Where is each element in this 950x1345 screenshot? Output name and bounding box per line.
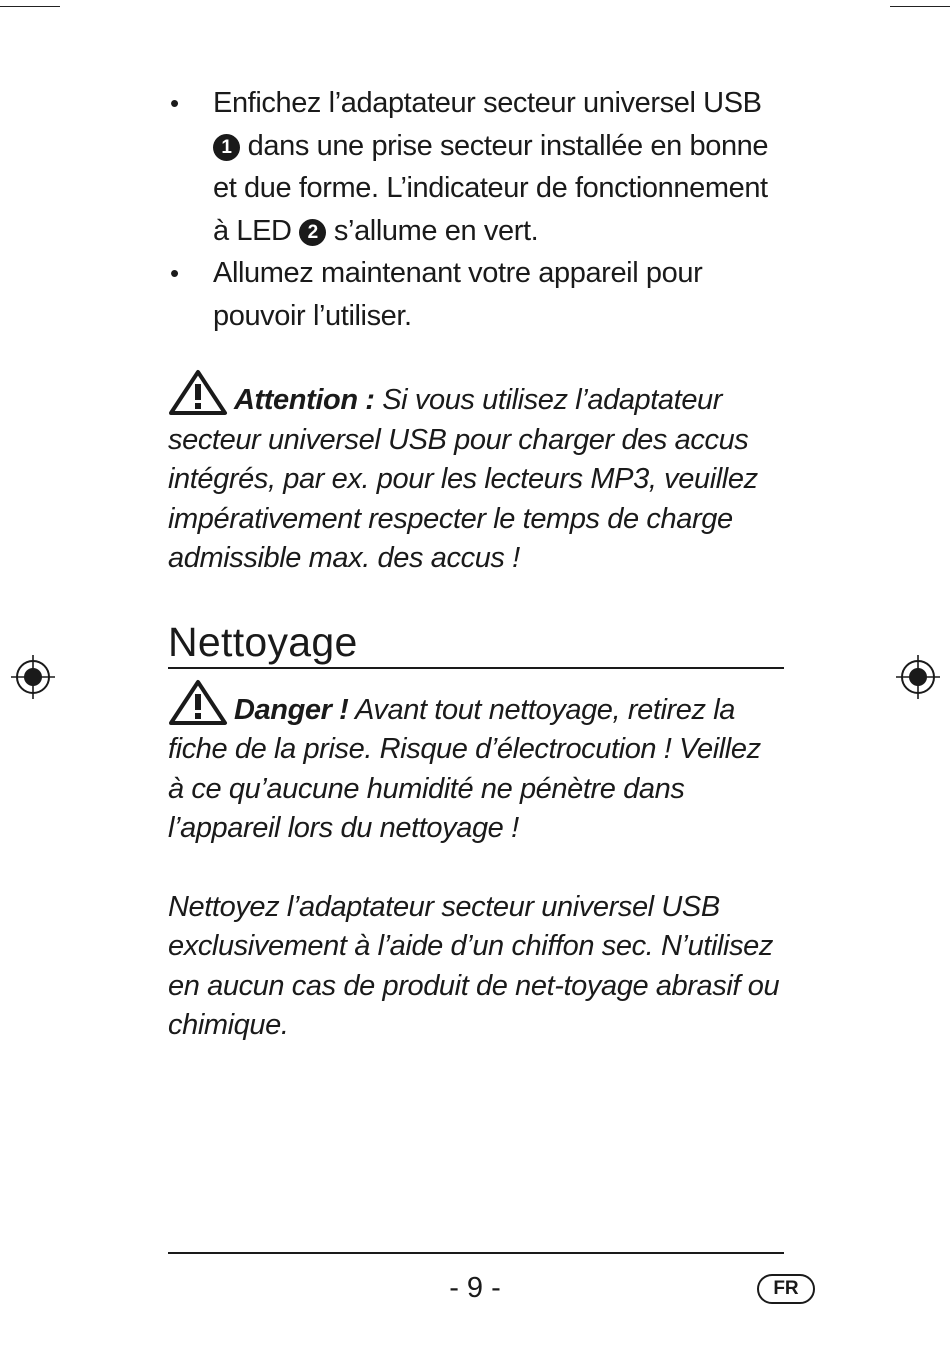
- step-text: dans une prise secteur installée en bonne et due forme. L’indicateur de fonctionnement à LED: [213, 129, 769, 247]
- bullet: •: [170, 258, 179, 288]
- step-text: Allumez maintenant votre appareil pour pouvoir l’utiliser.: [213, 257, 703, 332]
- bullet: •: [170, 88, 179, 118]
- step-text: Enfichez l’adaptateur secteur universel USB: [213, 87, 762, 119]
- step-text: s’allume en vert.: [326, 214, 539, 247]
- registration-mark-left-icon: [11, 655, 55, 699]
- reference-number-badge: 2: [299, 219, 326, 246]
- section-title: Nettoyage: [168, 618, 358, 665]
- instruction-list: [168, 82, 784, 337]
- cleaning-instructions: Nettoyez l’adaptateur secteur universel USB exclusivement à l’aide d’un chiffon sec. N’utilisez en aucun cas de produit de net-toyage abrasif ou chimique.: [168, 890, 780, 1041]
- list-item: [168, 82, 784, 252]
- danger-label: Danger !: [234, 693, 349, 726]
- footer-divider: [168, 1252, 784, 1254]
- crop-mark-right: [890, 6, 950, 7]
- danger-text: Avant tout nettoyage, retirez la fiche de la prise. Risque d’électrocution ! Veillez à ce qu’aucune humidité ne pénètre dans l’appareil lors du nettoyage !: [168, 693, 761, 844]
- reference-number-badge: 1: [213, 134, 240, 161]
- warning-triangle-icon: [168, 369, 228, 415]
- attention-label: Attention :: [234, 384, 375, 416]
- warning-triangle-icon: [168, 679, 228, 725]
- attention-note: [168, 369, 784, 579]
- page-content: [168, 82, 784, 1075]
- list-item: [168, 252, 784, 337]
- section-divider: [168, 667, 784, 669]
- language-badge: FR: [757, 1274, 815, 1304]
- page-number: - 9 -: [449, 1272, 501, 1304]
- attention-text: Si vous utilisez l’adaptateur secteur universel USB pour charger des accus intégrés, par ex. pour les lecteurs MP3, veuillez impérativement respecter le temps de charge admissible max. des accus !: [168, 384, 758, 574]
- crop-mark-left: [0, 6, 60, 7]
- danger-note: [168, 679, 784, 849]
- registration-mark-right-icon: [896, 655, 940, 699]
